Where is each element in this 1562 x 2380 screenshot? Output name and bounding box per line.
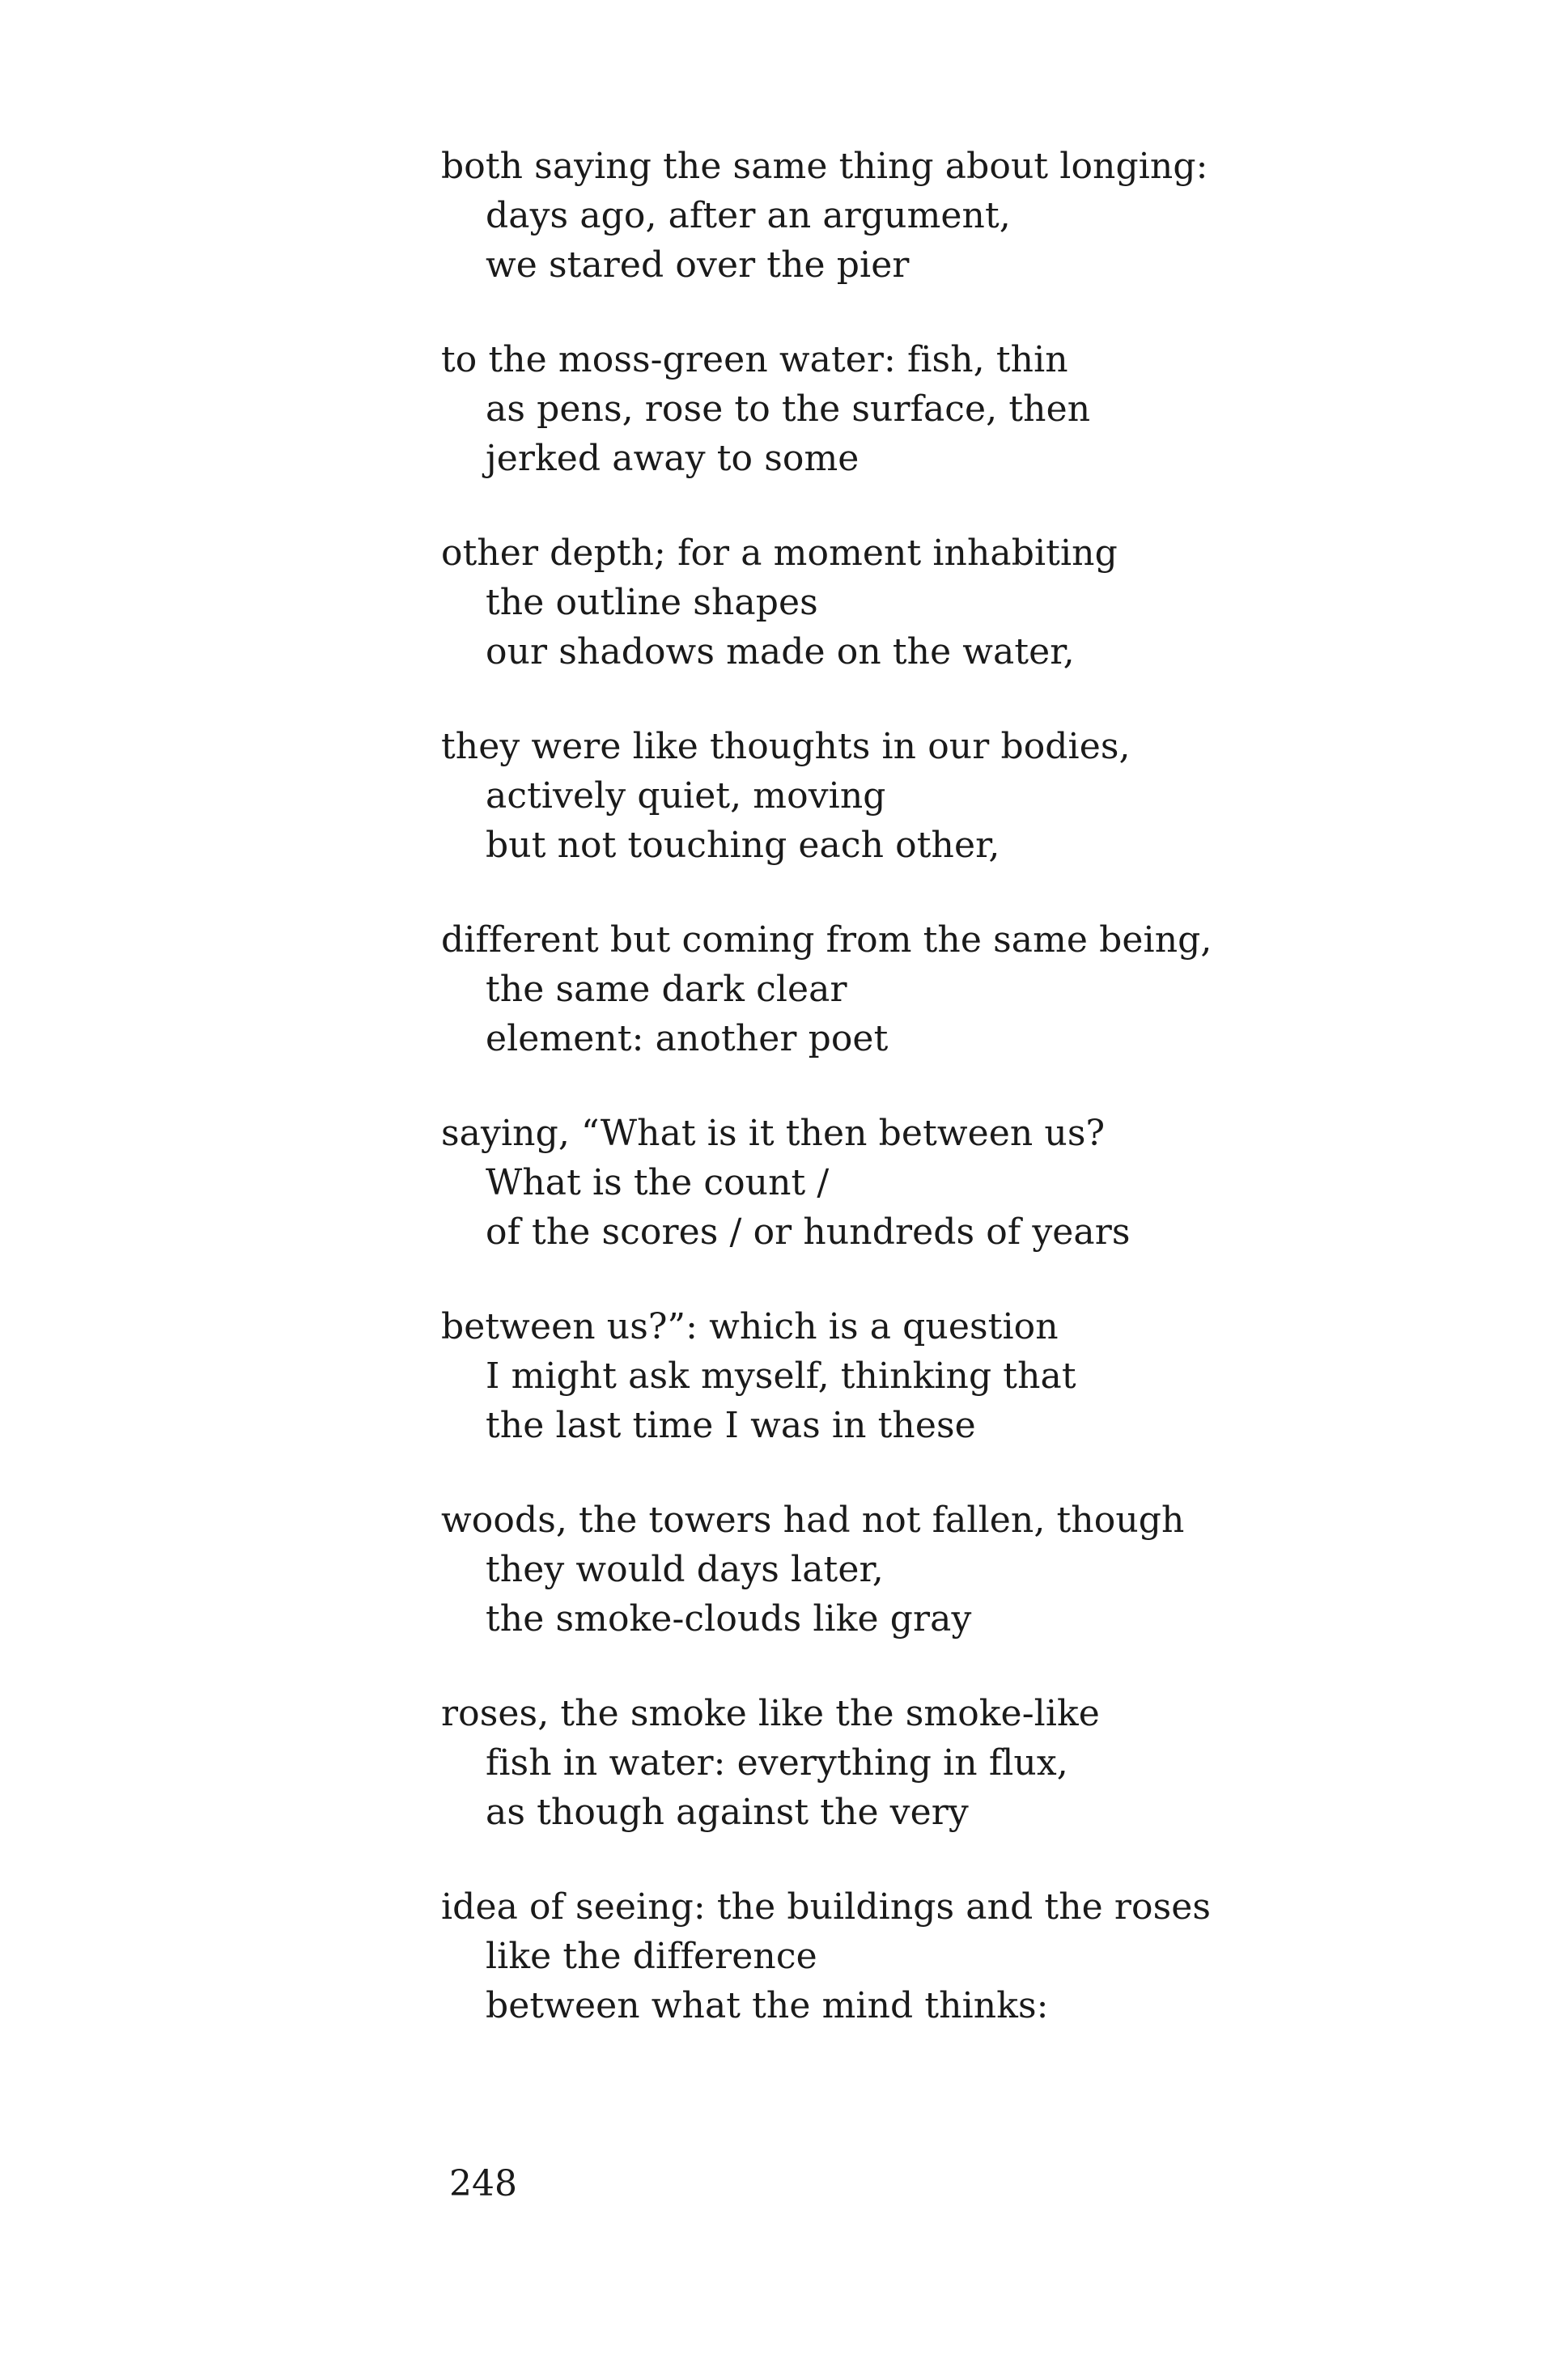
poem-line: of the scores / or hundreds of years <box>486 1211 1131 1253</box>
stanza <box>441 335 1250 483</box>
poem-line: they would days later, <box>486 1549 884 1590</box>
stanza <box>441 1882 1250 2030</box>
poem-line: between what the mind thinks: <box>486 1985 1049 2026</box>
poem-line: like the difference <box>486 1936 817 1977</box>
poem-line: as though against the very <box>486 1792 969 1833</box>
poem-line: our shadows made on the water, <box>486 631 1075 672</box>
stanza <box>441 1689 1250 1837</box>
poem-line: both saying the same thing about longing: <box>441 146 1208 187</box>
poem-line: the last time I was in these <box>486 1405 976 1446</box>
poem-line: element: another poet <box>486 1018 889 1059</box>
stanza <box>441 1302 1250 1450</box>
poem-line: we stared over the pier <box>486 244 910 286</box>
poem-line: as pens, rose to the surface, then <box>486 388 1091 430</box>
poem-line: saying, “What is it then between us? <box>441 1113 1106 1154</box>
poem-line: different but coming from the same being, <box>441 919 1212 961</box>
stanza <box>441 1495 1250 1644</box>
stanza <box>441 142 1250 290</box>
poem-line: the outline shapes <box>486 582 818 623</box>
stanza <box>441 1109 1250 1257</box>
poem-line: actively quiet, moving <box>486 775 886 817</box>
poem-line: woods, the towers had not fallen, though <box>441 1500 1185 1541</box>
poem-line: roses, the smoke like the smoke-like <box>441 1693 1100 1734</box>
poem-line: to the moss-green water: fish, thin <box>441 339 1068 380</box>
poem-line: between us?”: which is a question <box>441 1306 1059 1347</box>
poem-line: the smoke-clouds like gray <box>486 1598 972 1640</box>
page-number: 248 <box>449 2163 517 2204</box>
stanza <box>441 528 1250 677</box>
stanza <box>441 722 1250 870</box>
poem-line: but not touching each other, <box>486 825 1000 866</box>
poem-line: I might ask myself, thinking that <box>486 1355 1076 1397</box>
poem-line: What is the count / <box>486 1162 830 1203</box>
poem-line: they were like thoughts in our bodies, <box>441 726 1131 767</box>
stanza <box>441 915 1250 1063</box>
poem-line: days ago, after an argument, <box>486 195 1011 236</box>
poem-line: idea of seeing: the buildings and the roses <box>441 1886 1212 1928</box>
poem-line: fish in water: everything in flux, <box>486 1742 1068 1784</box>
poem-line: other depth; for a moment inhabiting <box>441 532 1118 574</box>
poem-line: the same dark clear <box>486 969 847 1010</box>
poem-body <box>441 142 1250 2076</box>
poem-line: jerked away to some <box>486 438 860 479</box>
